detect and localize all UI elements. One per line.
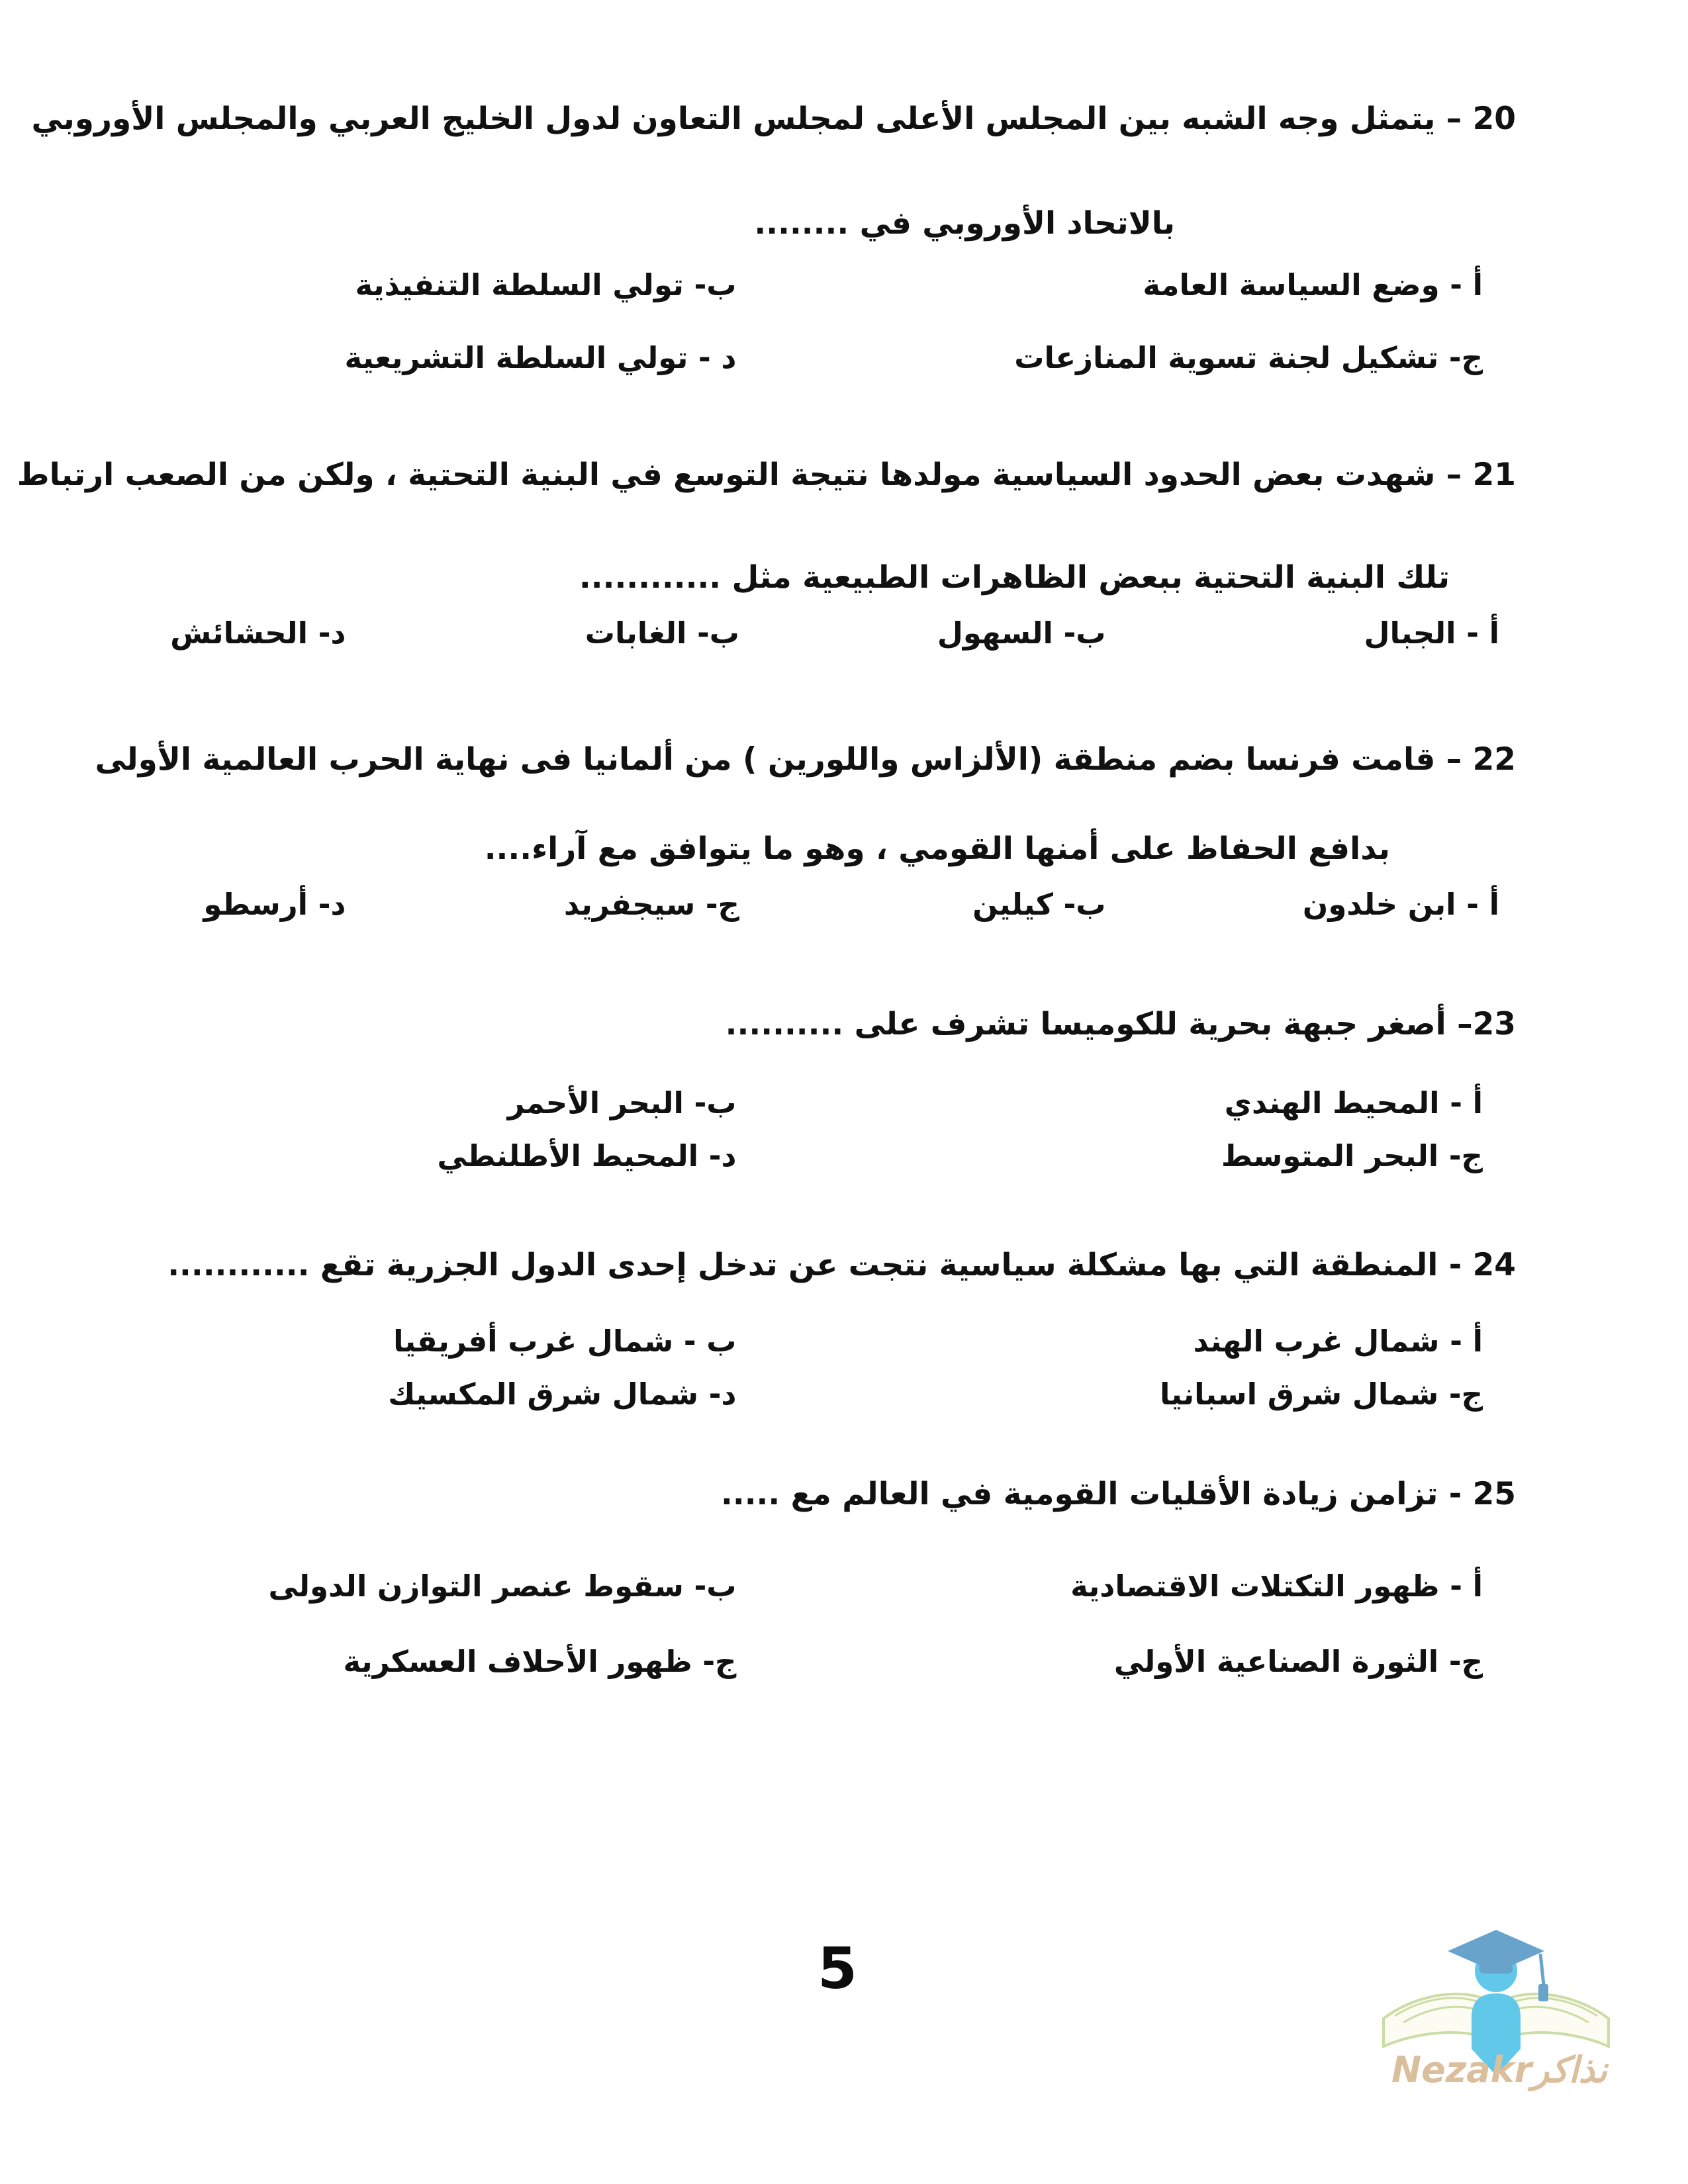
question-25-option-b: ب- سقوط عنصر التوازن الدولى <box>268 1569 737 1604</box>
question-23-option-a: أ - المحيط الهندي <box>1224 1085 1483 1120</box>
logo-wordmark: نذاكرNezakr <box>1391 2049 1608 2091</box>
question-22-option-b: ب- كيلين <box>972 887 1106 922</box>
question-22-line-1: 22 – قامت فرنسا بضم منطقة (الألزاس واللورين ) من ألمانيا فى نهاية الحرب العالمية الأولى <box>95 741 1516 778</box>
question-20-options-row-2 <box>159 332 1516 384</box>
question-22-option-d: د- أرسطو <box>203 887 346 922</box>
question-23-option-b: ب- البحر الأحمر <box>507 1085 737 1120</box>
question-21-option-c: ب- الغابات <box>585 615 739 651</box>
question-25-line-1: 25 - تزامن زيادة الأقليات القومية في العالم مع ..... <box>720 1476 1516 1512</box>
question-20-option-d: د - تولي السلطة التشريعية <box>344 340 737 375</box>
nezakr-logo <box>1374 1919 1625 2091</box>
question-24-option-c: ج- شمال شرق اسبانيا <box>1159 1377 1483 1412</box>
question-22-options-row-1 <box>159 879 1516 931</box>
question-24-option-b: ب - شمال غرب أفريقيا <box>393 1324 737 1359</box>
question-22-option-c: ج- سيجفريد <box>563 887 739 922</box>
question-24-options-row-1 <box>159 1316 1516 1367</box>
question-20-option-b: ب- تولي السلطة التنفيذية <box>355 267 737 302</box>
question-21-options-row-1 <box>159 608 1516 659</box>
question-24-option-d: د- شمال شرق المكسيك <box>388 1377 737 1412</box>
question-24-option-a: أ - شمال غرب الهند <box>1193 1324 1483 1359</box>
question-21-line-1: 21 – شهدت بعض الحدود السياسية مولدها نتيجة التوسع في البنية التحتية ، ولكن من الصعب ارتباط <box>17 457 1516 493</box>
question-23-options-row-1 <box>159 1077 1516 1129</box>
exam-questions <box>17 0 1516 2184</box>
question-20-option-a: أ - وضع السياسة العامة <box>1143 267 1483 302</box>
question-20-line-2: بالاتحاد الأوروبي في ........ <box>754 205 1175 242</box>
logo-cap-icon <box>1448 1930 1544 1974</box>
question-21-line-2: تلك البنية التحتية ببعض الظاهرات الطبيعية مثل ............ <box>579 559 1450 596</box>
question-21-option-a: أ - الجبال <box>1364 615 1499 651</box>
question-24-line-1: 24 - المنطقة التي بها مشكلة سياسية نتجت عن تدخل إحدى الدول الجزرية تقع ............ <box>167 1247 1516 1283</box>
question-21-option-b: ب- السهول <box>937 615 1106 651</box>
question-25-option-d: ج- ظهور الأحلاف العسكرية <box>343 1644 737 1679</box>
question-25-option-c: ج- الثورة الصناعية الأولي <box>1113 1644 1483 1679</box>
question-20-line-1: 20 – يتمثل وجه الشبه بين المجلس الأعلى لمجلس التعاون لدول الخليج العربي والمجلس الأوروبي <box>31 101 1516 137</box>
question-20-options-row-1 <box>159 259 1516 311</box>
logo-tassel-icon <box>1538 1954 1548 2001</box>
question-25-options-row-1 <box>159 1561 1516 1612</box>
question-23-option-c: ج- البحر المتوسط <box>1221 1138 1483 1173</box>
page-number: 5 <box>818 1936 857 2002</box>
question-23-options-row-2 <box>159 1130 1516 1182</box>
question-23-option-d: د- المحيط الأطلنطي <box>437 1138 737 1173</box>
question-24-options-row-2 <box>159 1369 1516 1420</box>
question-20-option-c: ج- تشكيل لجنة تسوية المنازعات <box>1014 340 1483 375</box>
question-22-line-2: بدافع الحفاظ على أمنها القومي ، وهو ما يتوافق مع آراء.... <box>484 831 1390 867</box>
question-25-options-row-2 <box>159 1636 1516 1688</box>
question-22-option-a: أ - ابن خلدون <box>1302 887 1499 922</box>
question-25-option-a: أ - ظهور التكتلات الاقتصادية <box>1070 1569 1483 1604</box>
question-21-option-d: د- الحشائش <box>170 615 346 651</box>
question-23-line-1: 23– أصغر جبهة بحرية للكوميسا تشرف على .......... <box>725 1006 1516 1042</box>
